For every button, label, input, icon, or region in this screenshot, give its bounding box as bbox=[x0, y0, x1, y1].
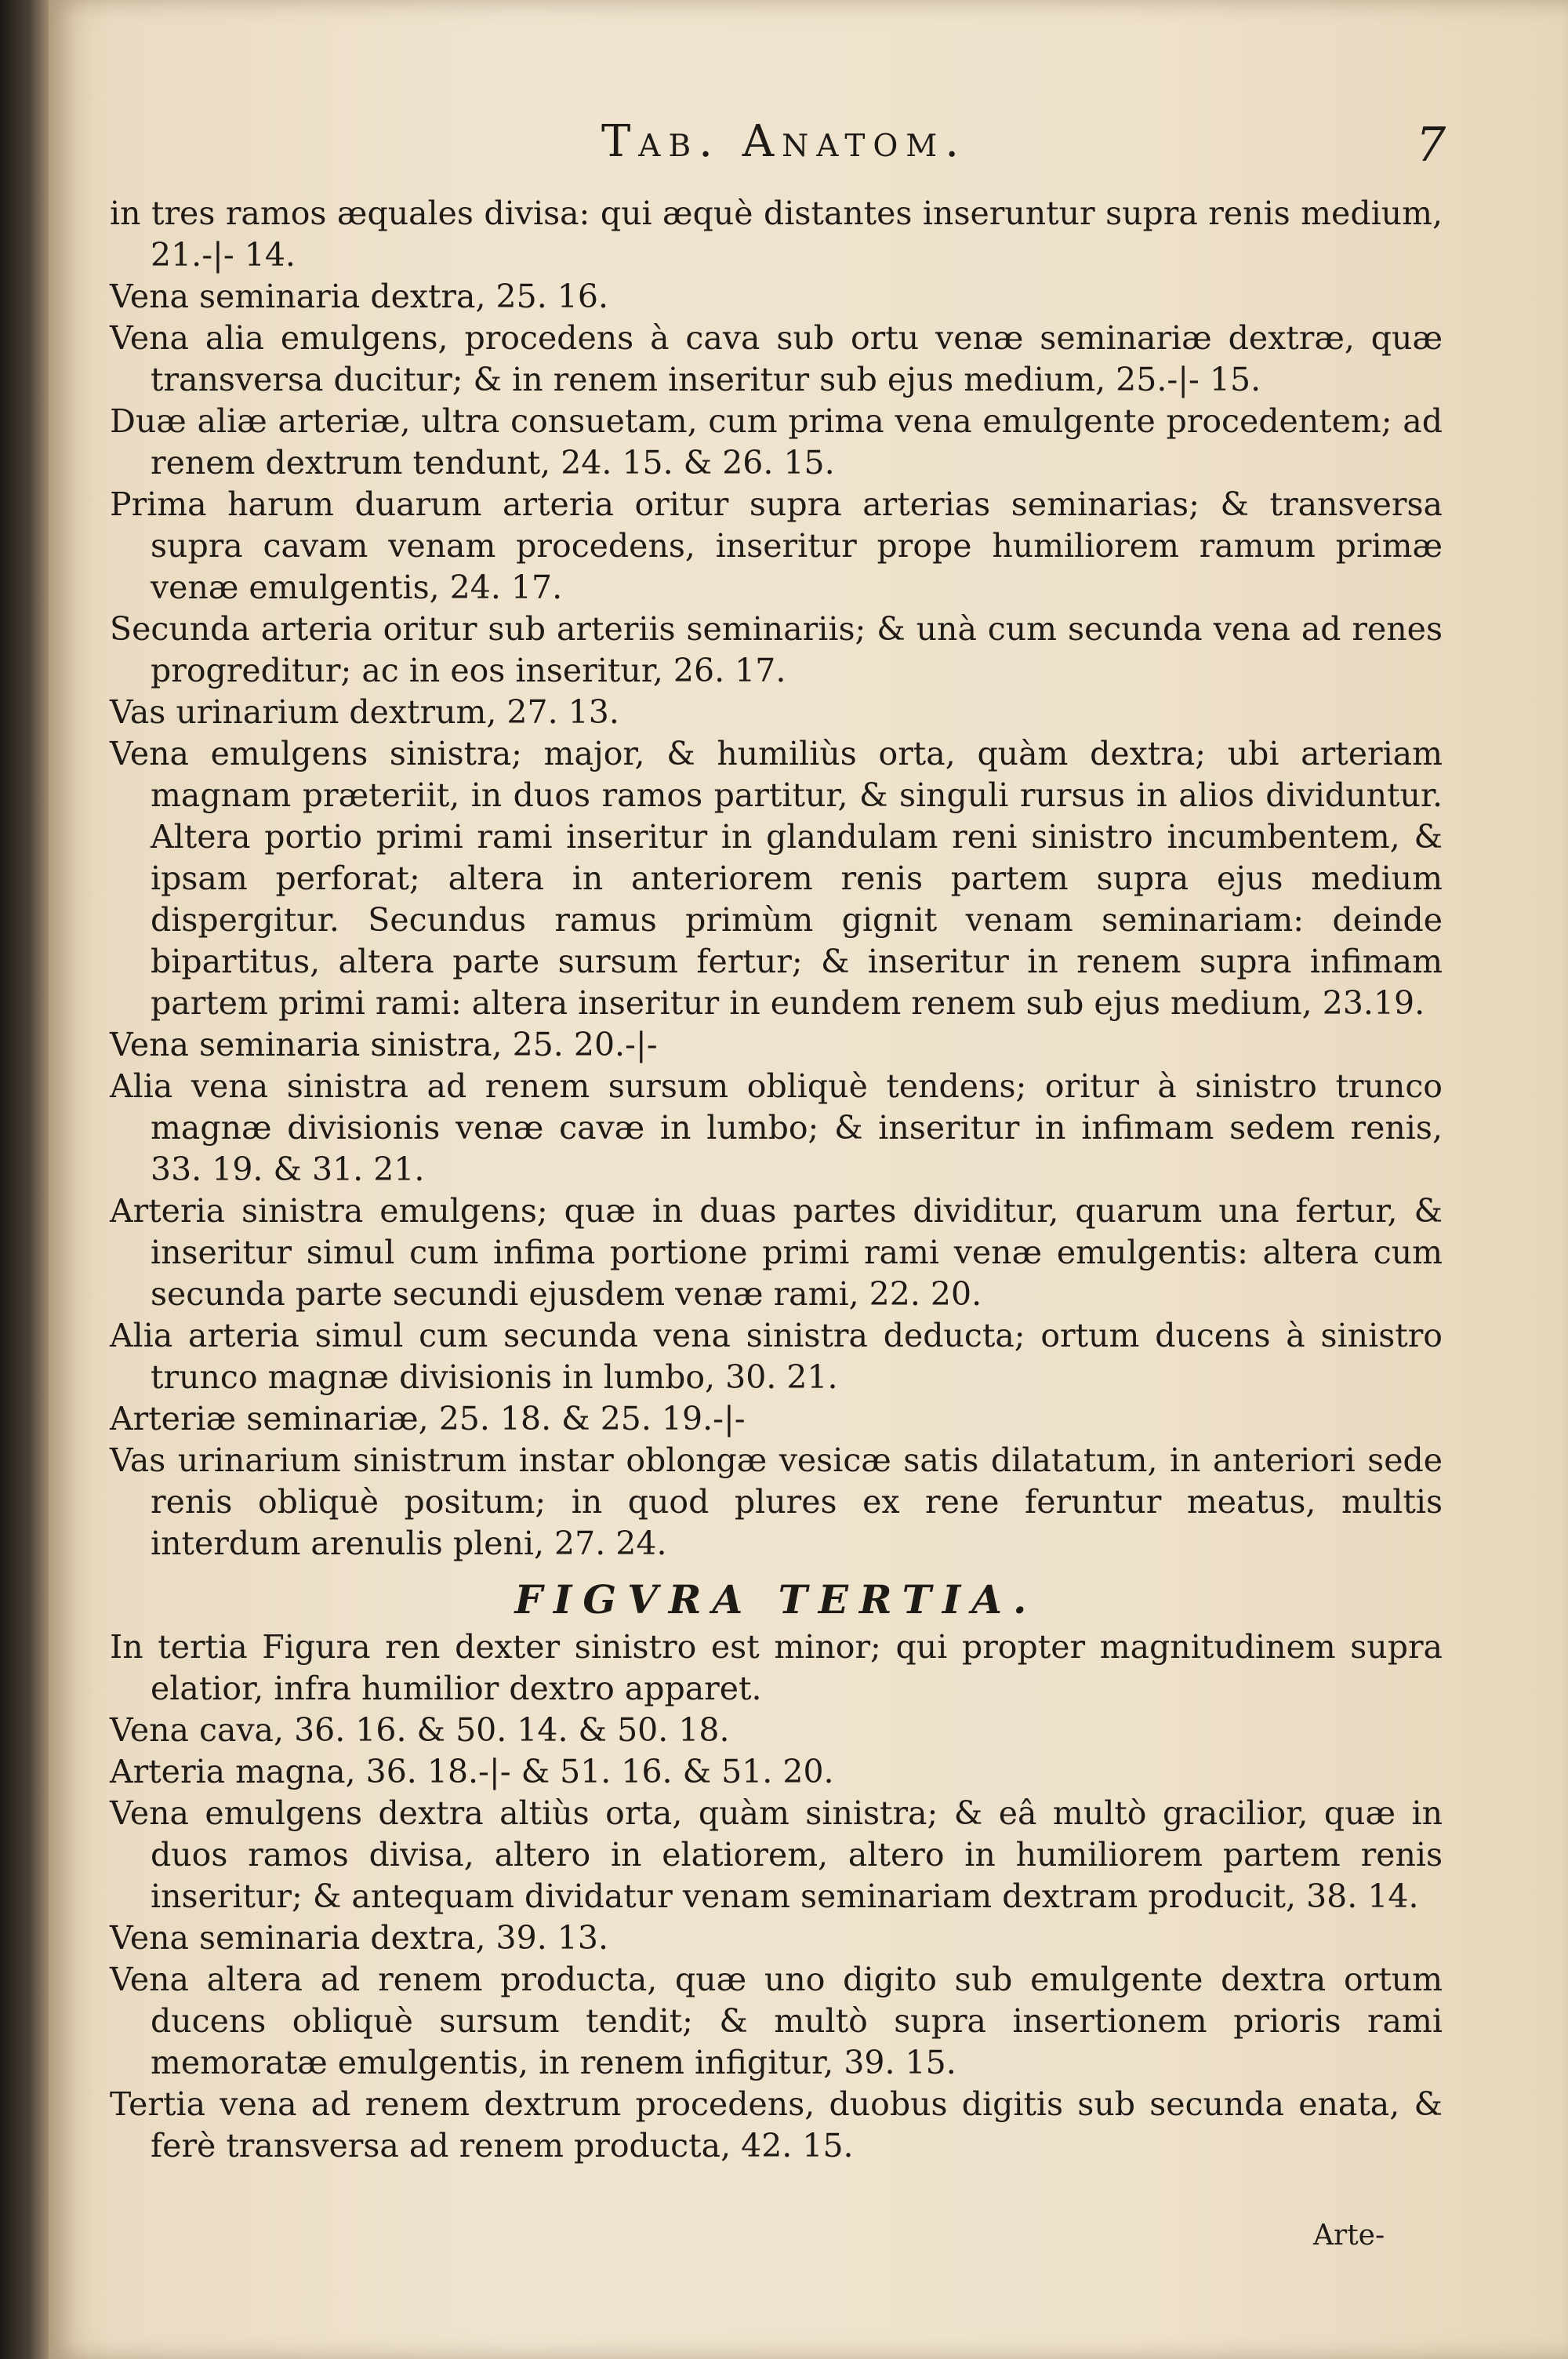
entry-vena-cava: Vena cava, 36. 16. & 50. 14. & 50. 18. bbox=[110, 1711, 730, 1749]
entry-secunda-arteria: Secunda arteria oritur sub arteriis seminariis; & unà cum secunda vena ad renes progreditur; ac in eos inseritur, 26. 17. bbox=[110, 610, 1443, 689]
entry-vena-emulgens-dextra: Vena emulgens dextra altiùs orta, quàm sinistra; & eâ multò gracilior, quæ in duos ramos divisa, altero in elatiorem, altero in humiliorem partem renis inseritur; & antequam dividatur venam seminariam dextram producit, 38. 14. bbox=[110, 1794, 1443, 1915]
page-text bbox=[110, 193, 1443, 2167]
entry-duae-aliae-arteriae: Duæ aliæ arteriæ, ultra consuetam, cum prima vena emulgente procedentem; ad renem dextrum tendunt, 24. 15. & 26. 15. bbox=[110, 402, 1443, 482]
entry-tertia-vena: Tertia vena ad renem dextrum procedens, duobus digitis sub secunda enata, & ferè transversa ad renem producta, 42. 15. bbox=[110, 2085, 1443, 2165]
entry-prima-harum-arteria: Prima harum duarum arteria oritur supra arterias seminarias; & transversa supra cavam venam procedens, inseritur prope humiliorem ramum primæ venæ emulgentis, 24. 17. bbox=[110, 485, 1443, 606]
entry-alia-vena-sinistra: Alia vena sinistra ad renem sursum obliquè tendens; oritur à sinistro trunco magnæ divisionis venæ cavæ in lumbo; & inseritur in infimam sedem renis, 33. 19. & 31. 21. bbox=[110, 1067, 1443, 1188]
entry-in-tertia-figura: In tertia Figura ren dexter sinistro est minor; qui propter magnitudinem supra elatior, infra humilior dextro apparet. bbox=[110, 1628, 1443, 1707]
entry-vena-seminaria-sinistra: Vena seminaria sinistra, 25. 20.-|- bbox=[110, 1026, 658, 1063]
entry-vena-seminaria-dextra: Vena seminaria dextra, 25. 16. bbox=[110, 278, 608, 315]
entry-continuation: in tres ramos æquales divisa: qui æquè distantes inseruntur supra renis medium, 21.-|- 14. bbox=[110, 194, 1443, 274]
entry-alia-arteria: Alia arteria simul cum secunda vena sinistra deducta; ortum ducens à sinistro trunco magnæ divisionis in lumbo, 30. 21. bbox=[110, 1317, 1443, 1396]
section-heading: FIGVRA TERTIA. bbox=[514, 1576, 1038, 1623]
entry-vena-alia-emulgens: Vena alia emulgens, procedens à cava sub ortu venæ seminariæ dextræ, quæ transversa ducitur; & in renem inseritur sub ejus medium, 25.-|- 15. bbox=[110, 319, 1443, 398]
entry-arteriae-seminariae: Arteriæ seminariæ, 25. 18. & 25. 19.-|- bbox=[110, 1400, 746, 1438]
catchword: Arte- bbox=[1313, 2219, 1385, 2252]
entry-arteria-magna: Arteria magna, 36. 18.-|- & 51. 16. & 51. 20. bbox=[110, 1753, 834, 1790]
entry-vena-seminaria-dextra-2: Vena seminaria dextra, 39. 13. bbox=[110, 1919, 608, 1957]
book-gutter-shadow bbox=[0, 0, 49, 2359]
page-number: 7 bbox=[1416, 118, 1446, 173]
entry-arteria-sinistra-emulgens: Arteria sinistra emulgens; quæ in duas partes dividitur, quarum una fertur, & inseritur simul cum infima portione primi rami venæ emulgentis: altera cum secunda parte secundi ejusdem venæ rami, 22. 20. bbox=[110, 1192, 1443, 1313]
entry-vas-urinarium-dextrum: Vas urinarium dextrum, 27. 13. bbox=[110, 693, 619, 731]
entry-vena-emulgens-sinistra: Vena emulgens sinistra; major, & humiliùs orta, quàm dextra; ubi arteriam magnam præteriit, in duos ramos partitur, & singuli rursus in alios dividuntur. Altera portio primi rami inseritur in glandulam reni sinistro incumbentem, & ipsam perforat; altera in anteriorem renis partem supra ejus medium dispergitur. Secundus ramus primùm gignit venam seminariam: deinde bipartitus, altera parte sursum fertur; & inseritur in renem supra infimam partem primi rami: altera inseritur in eundem renem sub ejus medium, 23.19. bbox=[110, 735, 1443, 1022]
entry-vena-altera: Vena altera ad renem producta, quæ uno digito sub emulgente dextra ortum ducens obliquè sursum tendit; & multò supra insertionem prioris rami memoratæ emulgentis, in renem infigitur, 39. 15. bbox=[110, 1961, 1443, 2081]
entry-vas-urinarium-sinistrum: Vas urinarium sinistrum instar oblongæ vesicæ satis dilatatum, in anteriori sede renis obliquè positum; in quod plures ex rene feruntur meatus, multis interdum arenulis pleni, 27. 24. bbox=[110, 1441, 1443, 1562]
running-head: Tab. Anatom. bbox=[601, 116, 967, 167]
